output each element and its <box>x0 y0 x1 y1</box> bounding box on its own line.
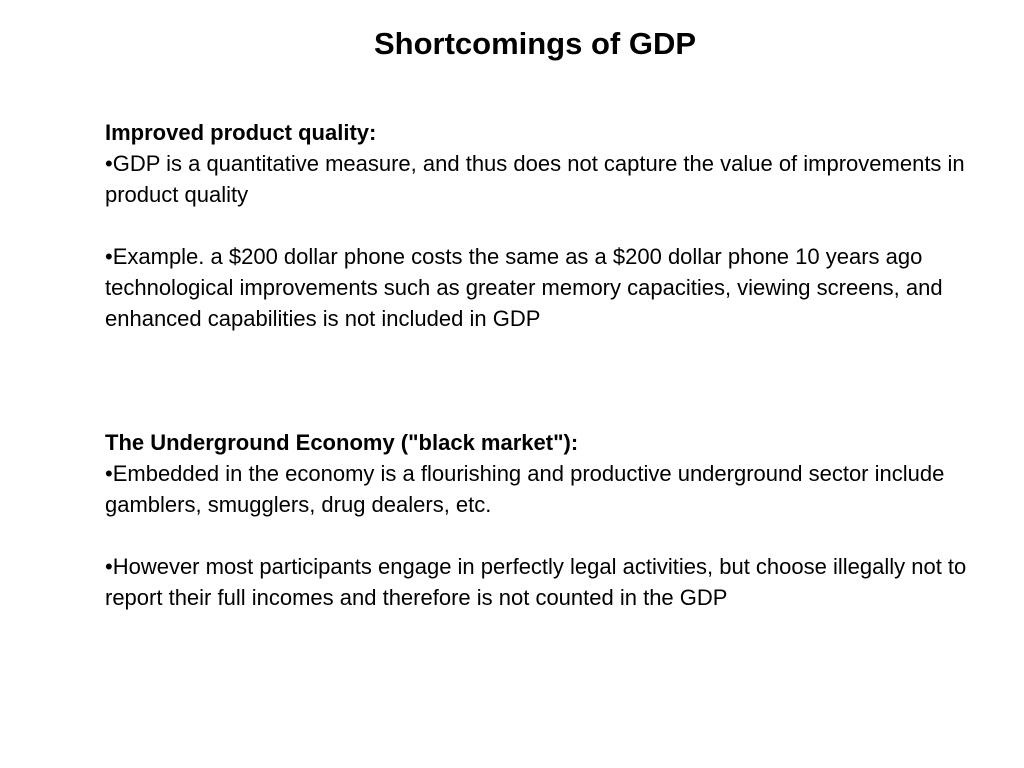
bullet-paragraph: •GDP is a quantitative measure, and thus does not capture the value of improvements in product quality <box>105 151 965 207</box>
slide-title: Shortcomings of GDP <box>373 26 697 61</box>
section-heading: Improved product quality: <box>105 120 377 145</box>
section-underground-economy <box>105 427 975 613</box>
bullet-paragraph: •Example. a $200 dollar phone costs the same as a $200 dollar phone 10 years ago technological improvements such as greater memory capacities, viewing screens, and enhanced capabilities is not included in GDP <box>105 244 943 331</box>
bullet-paragraph: •However most participants engage in perfectly legal activities, but choose illegally not to report their full incomes and therefore is not counted in the GDP <box>105 554 967 610</box>
slide-body <box>105 117 975 613</box>
spacer <box>105 334 975 427</box>
section-product-quality <box>105 117 975 334</box>
bullet-paragraph: •Embedded in the economy is a flourishing and productive underground sector include gamblers, smugglers, drug dealers, etc. <box>105 461 945 517</box>
section-heading: The Underground Economy ("black market"): <box>105 430 579 455</box>
spacer <box>105 520 975 551</box>
spacer <box>105 210 975 241</box>
